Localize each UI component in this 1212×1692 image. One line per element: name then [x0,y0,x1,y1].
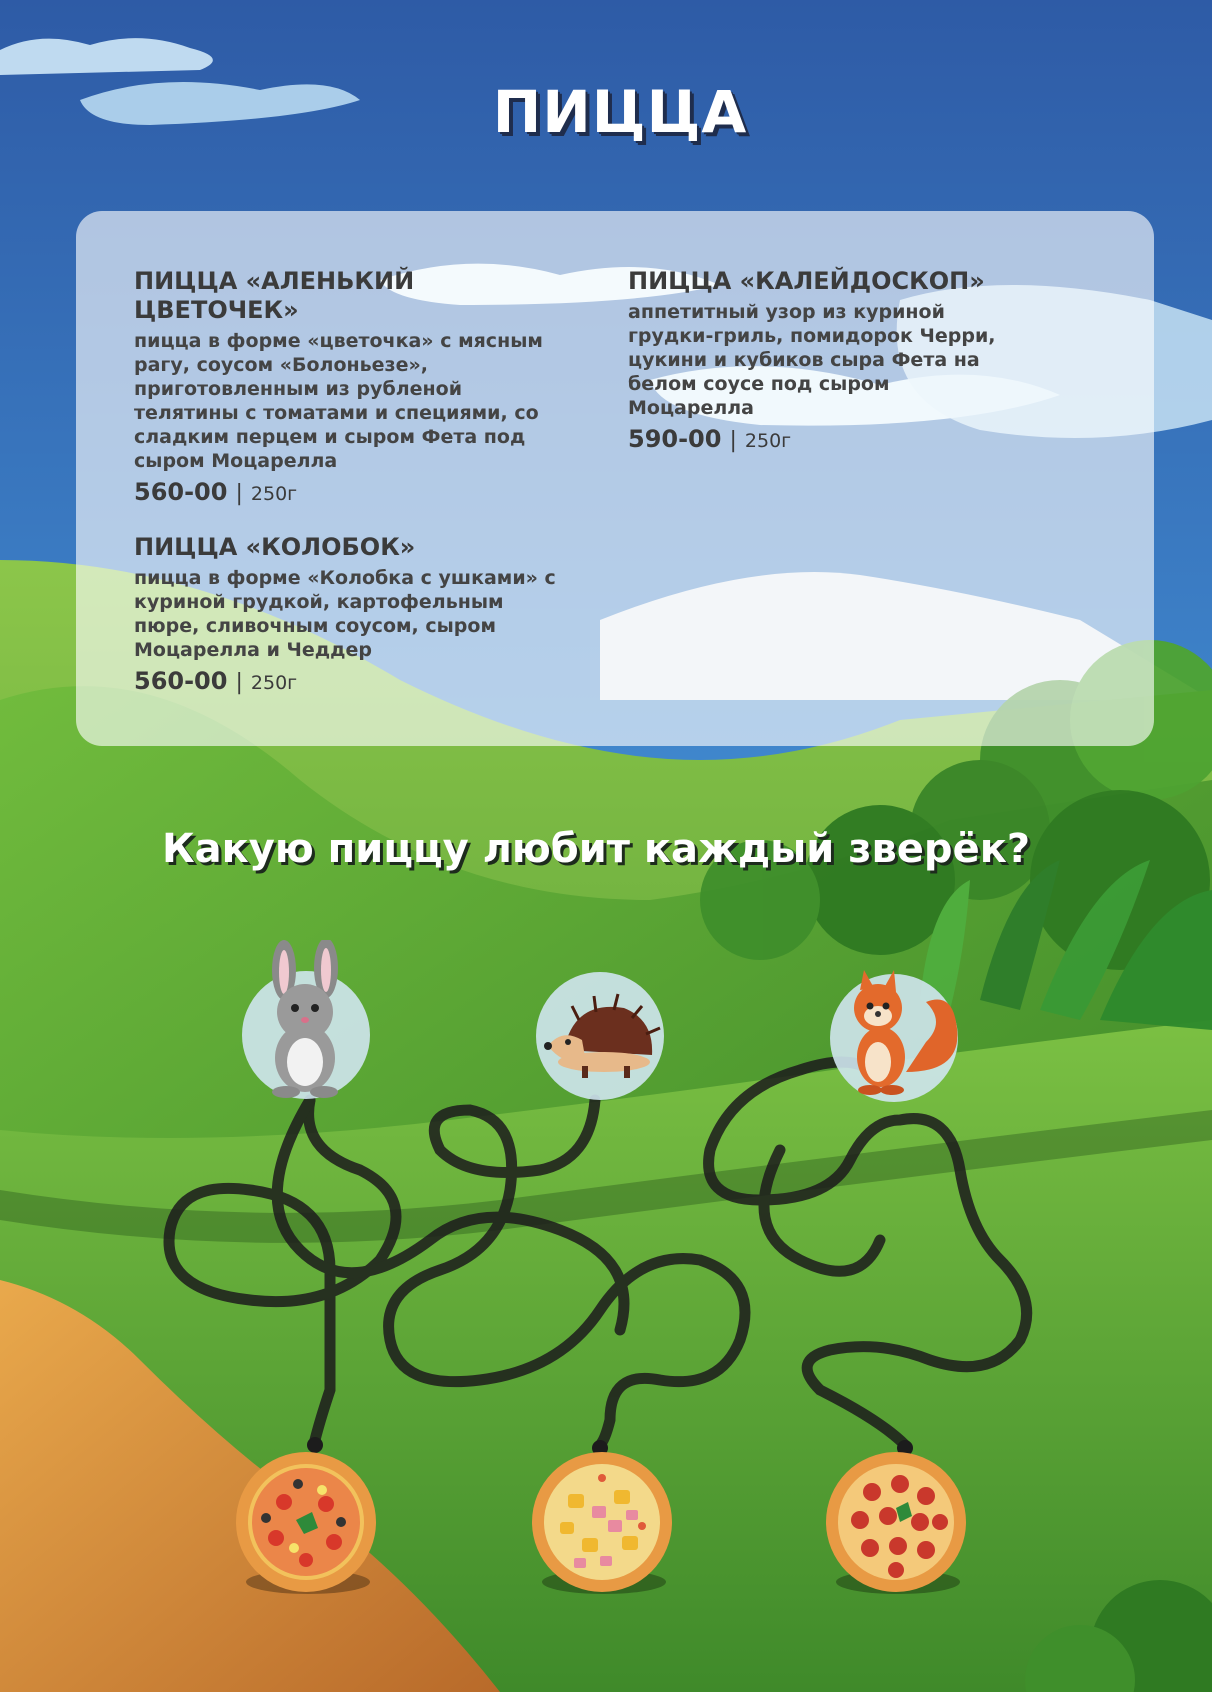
menu-item-weight: 250г [250,483,298,505]
price-separator: | [235,670,243,695]
page-title: ПИЦЦА [492,78,748,146]
rabbit-icon [238,940,374,1100]
menu-item-description: аппетитный узор из куриной грудки-гриль, помидорок Черри, цукини и кубиков сыра Фета на белом соусе под сыром Моцарелла [628,301,996,419]
menu-item-price: 560-00 [134,667,228,695]
menu-item-price: 560-00 [134,478,228,506]
squirrel-icon [826,962,966,1102]
flower-pizza-icon [226,1450,386,1600]
menu-item-description: пицца в форме «цветочка» с мясным рагу, соусом «Болоньезе», приготовленным из рубленой телятины с томатами и специями, со сладким перцем и сыром Фета под сыром Моцарелла [134,330,543,472]
price-separator: | [235,481,243,506]
price-separator: | [729,428,737,453]
menu-item-description: пицца в форме «Колобка с ушками» с куриной грудкой, картофельным пюре, сливочным соусом, сыром Моцарелла и Чеддер [134,567,556,661]
pepperoni-pizza-icon [816,1450,976,1600]
menu-item-weight: 250г [744,430,792,452]
hedgehog-icon [534,970,666,1102]
kaleidoscope-pizza-icon [522,1450,682,1600]
menu-item-name: ПИЦЦА «КОЛОБОК» [134,533,416,561]
menu-item-name: ПИЦЦА «АЛЕНЬКИЙ ЦВЕТОЧЕК» [134,267,415,324]
menu-item-name: ПИЦЦА «КАЛЕЙДОСКОП» [628,267,985,295]
menu-item-price: 590-00 [628,425,722,453]
puzzle-question: Какую пиццу любит каждый зверёк? [161,826,1031,872]
menu-item-weight: 250г [250,672,298,694]
